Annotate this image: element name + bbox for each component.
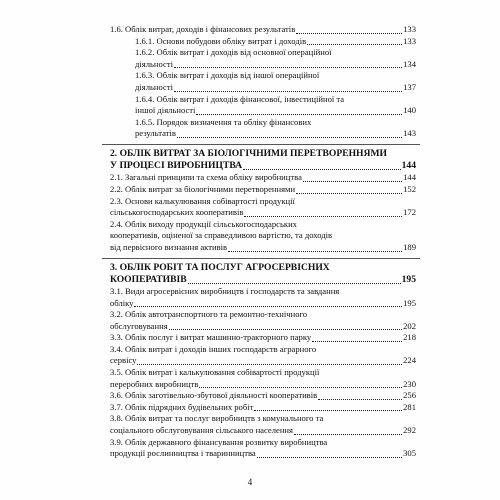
toc-entry-text: 3.3. Облік послуг і витрат машинно-тракторного парку (110, 332, 312, 343)
toc-entry-text: 1.6.5. Порядок визначення та обліку фінансових (135, 116, 312, 127)
dot-leader (137, 363, 402, 365)
dot-leader (243, 168, 401, 170)
dot-leader (174, 90, 402, 92)
dot-leader (294, 433, 402, 435)
toc-entry-text: сільськогосподарських кооперативів (110, 207, 244, 218)
toc-entry-text: обліку (110, 297, 134, 308)
dot-leader (307, 43, 402, 45)
toc-entry-text: переробних виробництв (110, 378, 199, 389)
toc-entry-text: 3.8. Облік витрат та послуг виробництв з комунального та (110, 413, 324, 424)
dot-leader (296, 192, 402, 194)
toc-entry-text: продукції рослинництва і тваринництва (110, 448, 256, 459)
toc-entry[interactable] (110, 196, 416, 219)
dot-leader (188, 282, 401, 284)
toc-page-number: 230 (403, 378, 416, 389)
toc-entry[interactable] (110, 184, 416, 196)
toc-entry[interactable] (110, 117, 416, 140)
toc-entry-text: 3.7. Облік підрядних будівельних робіт (110, 401, 254, 412)
toc-page-number: 202 (403, 320, 416, 331)
toc-entry-text: сервісу (110, 355, 137, 366)
toc-page-number: 224 (403, 355, 416, 366)
toc-page-number: 133 (403, 24, 416, 34)
toc-entry-text: У ПРОЦЕСІ ВИРОБНИЦТВА (110, 160, 243, 172)
toc-entry[interactable] (110, 390, 416, 402)
toc-entry[interactable] (110, 94, 416, 117)
dot-leader (257, 456, 402, 458)
toc-entry[interactable] (110, 309, 416, 332)
dot-leader (174, 66, 402, 68)
chapter-divider (102, 144, 420, 145)
toc-entry-text: 1.6.3. Облік витрат і доходів від іншої операційної (135, 70, 320, 81)
dot-leader (134, 305, 402, 307)
toc-entry[interactable] (110, 24, 416, 36)
toc-page-number: 195 (403, 297, 416, 308)
toc-page-number: 133 (403, 35, 416, 46)
toc-entry[interactable] (110, 36, 416, 48)
toc-page-number: 143 (403, 128, 416, 139)
dot-leader (169, 328, 402, 330)
toc-entry-text: від первісного визнання активів (110, 241, 228, 252)
dot-leader (177, 136, 402, 138)
toc-entry[interactable] (110, 172, 416, 184)
toc-entry-text: 3.2. Облік автотранспортного та ремонтно-технічного (110, 309, 308, 320)
toc-page-number: 305 (403, 448, 416, 459)
toc-entry-text: 3.6. Облік заготівельно-збутової діяльності кооперативів (110, 390, 318, 401)
toc-entry-text: 3.1. Види агросервісних виробництв і господарств та завдання (110, 285, 340, 296)
toc-entry-text: 3.4. Облік витрат і доходів інших господарств аграрного (110, 343, 317, 354)
toc-entry[interactable] (110, 286, 416, 309)
toc-entry-text: кооперативів, оціненої за справедливою вартістю, та доходів (110, 230, 333, 241)
toc-page-number: 144 (403, 172, 416, 183)
toc-entry-text: 2.1. Загальні принципи та схема обліку виробництва (110, 172, 302, 183)
toc-entry-text: 3.5. Облік витрат і калькулювання собівартості продукції (110, 367, 320, 378)
toc-page-number: 281 (403, 401, 416, 412)
toc-entry-text: 2.3. Основи калькулювання собівартості продукції (110, 195, 295, 206)
toc-entry-text: КООПЕРАТИВІВ (110, 273, 187, 285)
dot-leader (254, 409, 402, 411)
toc-entry-text: 1.6.4. Облік витрат і доходів фінансової, інвестиційної та (135, 93, 345, 104)
toc-entry[interactable] (110, 70, 416, 93)
toc-entry-text: 3.9. Облік державного фінансування розвитку виробництва (110, 436, 328, 447)
toc-entry-text: результатів (135, 128, 176, 139)
toc-page-number: 144 (401, 160, 416, 172)
toc-entry-text: 2.2. Облік витрат за біологічними перетвореннями (110, 183, 296, 194)
table-of-contents (110, 24, 416, 460)
toc-entry[interactable] (110, 47, 416, 70)
toc-entry-text: соціального обслуговування сільського населення (110, 425, 293, 436)
dot-leader (296, 32, 402, 34)
toc-entry-text: обслуговування (110, 320, 168, 331)
toc-entry-text: 2. ОБЛІК ВИТРАТ ЗА БІОЛОГІЧНИМИ ПЕРЕТВОРЕННЯМИ (110, 147, 387, 159)
toc-entry-text: іншої діяльності (135, 105, 196, 116)
toc-page-number: 189 (403, 241, 416, 252)
toc-entry-text: 2.4. Облік виходу продукції сільськогосподарських (110, 218, 297, 229)
toc-entry[interactable] (110, 332, 416, 344)
toc-entry[interactable] (110, 402, 416, 414)
dot-leader (312, 340, 402, 342)
toc-entry-text: 1.6.2. Облік витрат і доходів від основної операційної (135, 47, 332, 58)
dot-leader (318, 398, 402, 400)
chapter-divider (102, 258, 420, 259)
toc-page-number: 195 (401, 273, 416, 285)
toc-entry-text: 1.6. Облік витрат, доходів і фінансових результатів (110, 24, 296, 34)
dot-leader (199, 386, 402, 388)
toc-chapter-entry[interactable] (110, 262, 416, 286)
toc-entry[interactable] (110, 344, 416, 367)
dot-leader (303, 180, 402, 182)
toc-page-number: 152 (403, 183, 416, 194)
toc-entry-text: 3. ОБЛІК РОБІТ ТА ПОСЛУГ АГРОСЕРВІСНИХ (110, 261, 330, 273)
toc-page-number: 256 (403, 390, 416, 401)
dot-leader (196, 113, 402, 115)
toc-page-number: 218 (403, 332, 416, 343)
toc-page-number: 172 (403, 207, 416, 218)
toc-entry-text: діяльності (135, 58, 173, 69)
toc-chapter-entry[interactable] (110, 148, 416, 172)
dot-leader (244, 215, 402, 217)
toc-entry-text: діяльності (135, 81, 173, 92)
toc-entry[interactable] (110, 219, 416, 254)
toc-page-number: 137 (403, 81, 416, 92)
dot-leader (228, 250, 402, 252)
toc-entry-text: 1.6.1. Основи побудови обліку витрат і доходів (135, 35, 307, 46)
toc-page-number: 140 (403, 105, 416, 116)
page-number: 4 (247, 477, 253, 487)
toc-entry[interactable] (110, 413, 416, 436)
toc-page-number: 292 (403, 425, 416, 436)
toc-entry[interactable] (110, 367, 416, 390)
toc-page-number: 134 (403, 58, 416, 69)
toc-entry[interactable] (110, 437, 416, 460)
